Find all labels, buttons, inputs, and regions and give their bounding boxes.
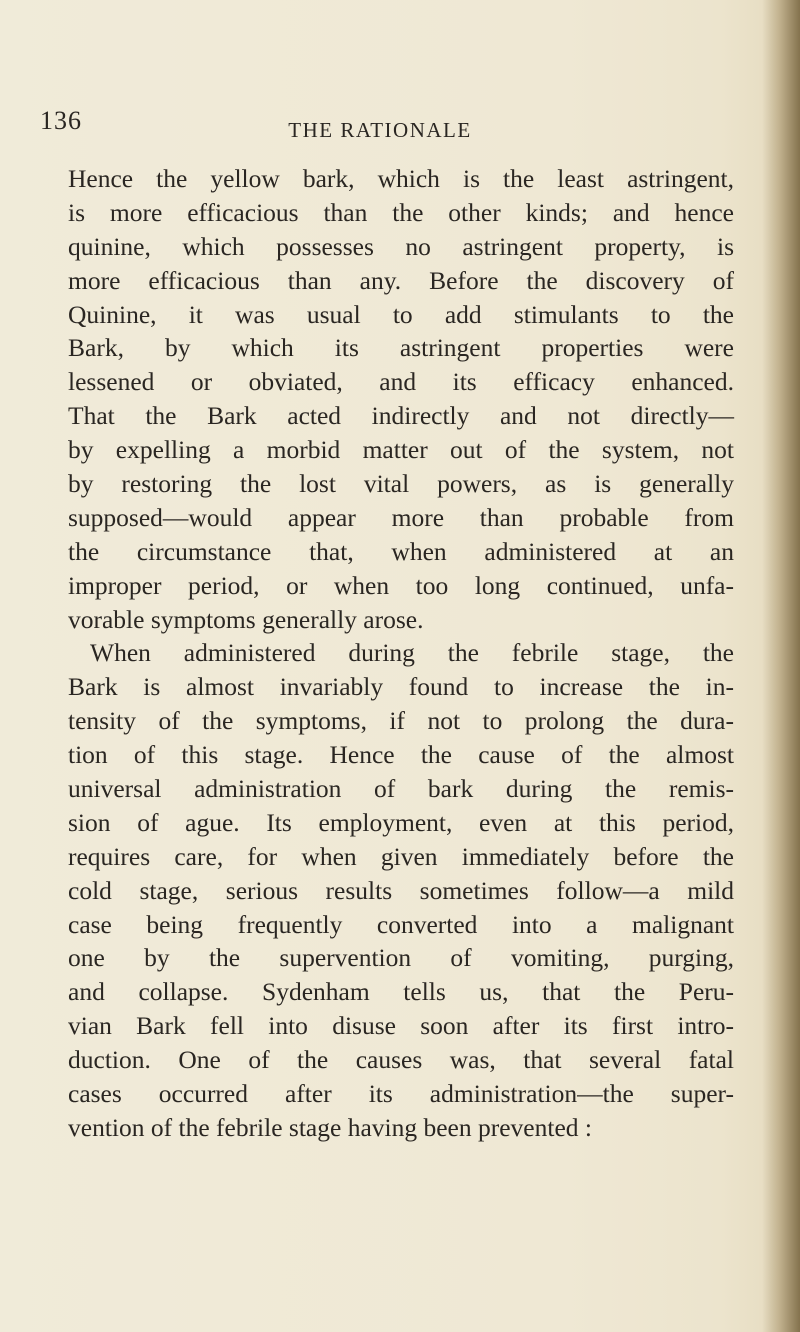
text-line: supposed—would appear more than probable from (68, 502, 734, 532)
text-line: Quinine, it was usual to add stimulants to the (68, 299, 734, 329)
text-line: cases occurred after its administration—the super- (68, 1079, 734, 1109)
text-line: vention of the febrile stage having been prevented : (68, 1112, 592, 1142)
text-line: When administered during the febrile stage, the (90, 638, 734, 668)
text-line: the circumstance that, when administered at an (68, 536, 734, 566)
text-line: one by the supervention of vomiting, purging, (68, 943, 734, 973)
text-line: lessened or obviated, and its efficacy enhanced. (68, 367, 734, 397)
text-line: tion of this stage. Hence the cause of the almost (68, 740, 734, 770)
text-line: That the Bark acted indirectly and not directly— (68, 401, 734, 431)
page-header (40, 106, 720, 152)
text-line: requires care, for when given immediately before the (68, 841, 734, 871)
text-line: improper period, or when too long continued, unfa- (68, 570, 734, 600)
text-line: Bark, by which its astringent properties were (68, 333, 734, 363)
text-line: Hence the yellow bark, which is the least astringent, (68, 164, 734, 193)
text-line: tensity of the symptoms, if not to prolong the dura- (68, 706, 734, 736)
text-line: sion of ague. Its employment, even at this period, (68, 807, 734, 837)
text-line: vorable symptoms generally arose. (68, 604, 424, 634)
text-line: universal administration of bark during the remis- (68, 774, 734, 804)
text-line: by expelling a morbid matter out of the system, not (68, 435, 734, 465)
body-text (68, 162, 734, 1145)
page-edge-shadow (762, 0, 800, 1332)
text-line: cold stage, serious results sometimes follow—a mild (68, 875, 734, 905)
running-head: THE RATIONALE (288, 118, 472, 142)
text-line: is more efficacious than the other kinds; and hence (68, 197, 734, 227)
text-line: and collapse. Sydenham tells us, that the Peru- (68, 977, 734, 1007)
page-number: 136 (40, 106, 82, 135)
text-line: duction. One of the causes was, that several fatal (68, 1045, 734, 1075)
text-line: more efficacious than any. Before the discovery of (68, 265, 734, 295)
text-line: Bark is almost invariably found to increase the in- (68, 672, 734, 702)
text-line: case being frequently converted into a malignant (68, 909, 734, 939)
text-line: quinine, which possesses no astringent property, is (68, 231, 734, 261)
text-line: vian Bark fell into disuse soon after its first intro- (68, 1011, 734, 1041)
text-line: by restoring the lost vital powers, as is generally (68, 469, 734, 499)
